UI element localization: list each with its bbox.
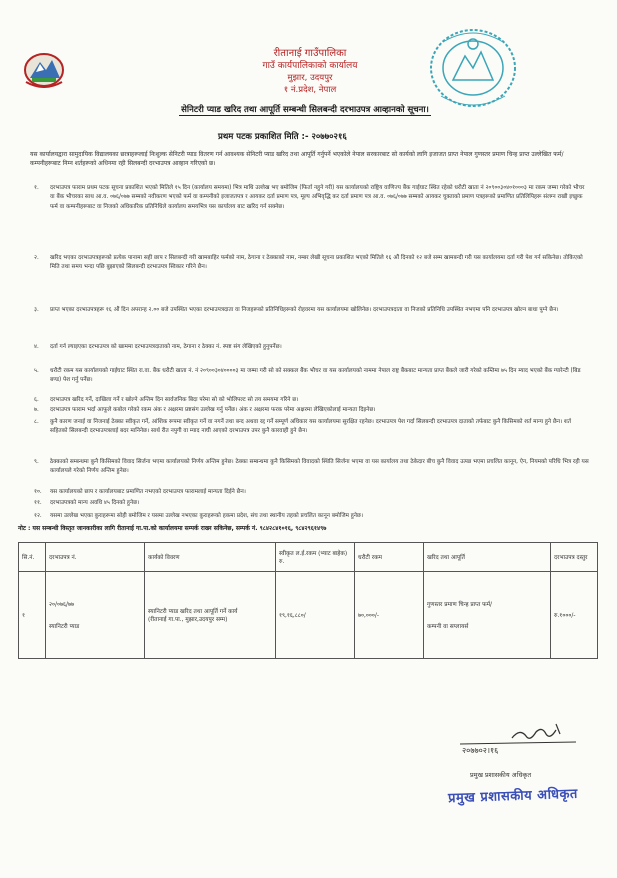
condition-text: दरभाउपत्र फाराम प्रथम पटक सूचना प्रकाशित भएको मितिले १५ दिन (कार्यालय समयमा) भित्र माथि उल्लेख भए बमोजिम (फिर्ता नहुने गरी) यस कार्यालयको राष्ट्रिय वाणिज्य बैंक गाईघाट स्थित रहेको धरौटी खाता नं २०९००३०४०१०००३ मा रकम जम्मा गरेको भौचर वा बैंक भौचरका साथ आ.व. ०७६/०७७ सम्मको नवीकरण भएको फर्म वा कम्पनीको इजाजतपत्र र आयकर दर्ता प्रमाण पत्र, मूल्य अभिवृद्धि कर दर्ता प्रमाण पत्र आ.व. ०७६/०७७ सम्मको आयकर चुक्ताको प्रमाण पत्रहरूको प्रमाणित प्रतिलिपिहरू संलग्न राखी इच्छुक फर्म वा कम्पनीहरूबाट वा निजको अधिकारिक प्रतिनिधिले कार्यालय समयभित्र यस कार्यालय बाट खरिद गर्न सक्नेछ। (50, 185, 585, 210)
condition-text: दर्ता गर्न ल्याइएका दरभाउपत्र को खाममा दरभाउपत्रदाताको नाम, ठेगाना र ठेक्का नं. स्पष्ट संग लेखिएको हुनुपर्नेछ। (50, 344, 282, 350)
cell-sn: १ (19, 572, 46, 659)
published-date: प्रथम पटक प्रकाशित मिति :- २०७७०२१६ (218, 132, 347, 142)
column-header: दरभाउपत्र नं. (46, 543, 145, 572)
cell-bid-no (46, 572, 145, 659)
column-header: खरिद तथा आपूर्ति (424, 543, 551, 572)
column-header: सि.नं. (19, 543, 46, 572)
cell-work (145, 572, 276, 659)
cell-fee: रु.१०००/- (551, 572, 598, 659)
condition-text: धरौटी रकम यस कार्यालयको गाईघाट स्थित रा.वा. बैंक धरौटी खाता नं. नं २०९००३०४००००३ मा जम्मा गरी सो को सक्कल बैंक भौचर वा यस कार्यालयको नाममा नेपाल राष्ट्र बैंकबाट मान्यता प्राप्त बैंकले जारी गरेको कम्तिमा ७५ दिन म्याद भएको बैंक ग्यारेन्टी (बिड बण्ड) पेश गर्नु पर्नेछ। (50, 368, 581, 384)
bid-item: स्यानिटरी प्याड (49, 624, 80, 630)
office-header (180, 48, 440, 96)
notice-subject-text: सेनिटरी प्याड खरिद तथा आपूर्ति सम्बन्धी सिलबन्दी दरभाउपत्र आव्हानको सूचना। (181, 105, 429, 115)
condition-number: ११. (34, 500, 42, 506)
condition-number: ४. (34, 344, 39, 350)
office-name: गाउँ कार्यपालिकाको कार्यालय (262, 61, 358, 71)
condition-number: ९. (34, 459, 39, 465)
contact-note: नोट : यस सम्बन्धी विस्तृत जानकारीका लागि रीतानाई गा.पा.को कार्यालयमा सम्पर्क राख्न सकिनेछ, सम्पर्क नं. ९८४२८४१०१६, ९८४२९६१४९७ (18, 525, 327, 532)
column-header: कार्यको विवरण (145, 543, 276, 572)
supply-eligibility: गुणस्तर प्रमाण चिन्ह प्राप्त फर्म/ (427, 602, 492, 608)
column-header: धरौटी रकम (355, 543, 424, 572)
officer-stamp: प्रमुख प्रशासकीय अधिकृत (447, 786, 579, 807)
condition-number: २. (34, 255, 39, 261)
column-header: दरभाउपत्र दस्तुर (551, 543, 598, 572)
condition-text: कुनै कारण जनाई वा निजनाई ठेक्का स्वीकृत गर्ने, आंशिक रूपमा स्वीकृत गर्ने वा नगर्ने तथा बन्द अथवा रद्द गर्ने सम्पूर्ण अधिकार यस कार्यालयमा सुरक्षित रहनेछ। दरभाउपत्र पेश गर्दा सिलबन्दी दरभाउपत्र दाताको तर्फबाट कुनै किसिमको शर्त मान्य हुने छैन। शर्त सहितको सिलबन्दी दरभाउपत्रलाई बदर मानिनेछ। सार्थ रीत नपुगी वा म्याद नाघी आएको दरभाउपत्र उपर कुनै कारवाही हुने छैन। (50, 419, 572, 435)
officer-title: प्रमुख प्रशासकीय अधिकृत (470, 771, 532, 779)
condition-text: प्राप्त भएका दरभाउपत्रहरू १६ औं दिन अपरान्ह २.०० बजे उपस्थित भएका दरभाउपत्रदाता वा निजहरूको प्रतिनिधिहरूको रोहवरमा यस कार्यालयमा खोलिनेछ। दरभाउपत्रदाता वा निजको प्रतिनिधि उपस्थित नभएमा पनि दरभाउपत्र खोल्न बाधा पुग्ने छैन। (50, 307, 559, 313)
condition-text: खरिद भएका दरभाउपत्रहरूको प्रत्येक पानामा सही छाप र सिलबन्दी गरी खामबाहिर फर्मको नाम, ठेगाना र ठेक्काको नाम, नम्बर लेखी सूचना प्रकाशित भएको मितिले १६ औं दिनको १२ बजे सम्म खामबन्दी गरी यस कार्यालयमा दर्ता गरी पेश गर्न सकिनेछ। तोकिएको मिति तथा समय भन्दा पछि बुझाएको सिलबन्दी दरभाउपत्र स्विकार गरिने छैन। (50, 255, 583, 271)
intro-paragraph: यस कार्यालयद्वारा सामुदायिक विद्यालयका छात्राहरूलाई निःशुल्क सेनिटरी प्याड वितरण गर्न आवश्यक सेनिटरी प्याड खरिद तथा आपूर्ति गर्नुपर्ने भएकोले नेपाल सरकारबाट सो कार्यको लागि इजाजत प्राप्त नेपाल गुणस्तर प्रमाण चिन्ह प्राप्त उल्लेखित फर्म/कम्पनीहरूबाट निम्न शर्तहरूको अधिनमा रही सिलबन्दी दरभाउपत्र आव्हान गरिएको छ। (30, 151, 564, 167)
office-location: मुझार, उदयपुर (287, 73, 333, 83)
municipality-seal-icon (423, 22, 523, 114)
column-header: स्वीकृत ल.ई.रकम (भ्याट बाहेक) रु. (276, 543, 355, 572)
signature-icon (460, 720, 580, 764)
condition-text: ठेक्काको सम्बन्धमा कुनै किसिमको विवाद सिर्जना भएमा कार्यालयको निर्णय अन्तिम हुनेछ। ठेक्का सम्बन्धमा कुनै किसिमको विवादको स्थिति सिर्जना भएमा वा यस कार्यालय तथा ठेकेदार बीच कुनै विवाद उत्पन्न भएमा प्रचलित कानून, ऐन, नियमको परिधि भित्र रही यस कार्यालयले गरेको निर्णय अन्तिम हुनेछ। (50, 459, 589, 475)
condition-number: ५. (34, 368, 39, 374)
work-description: स्यानिटरी प्याड खरिद तथा आपूर्ति गर्ने कार्य (148, 609, 238, 615)
condition-number: ६. (34, 397, 39, 403)
work-location: (रीतानाई गा.पा., मुझार,उदयपुर सम्म) (148, 617, 228, 623)
notice-subject (160, 104, 450, 115)
bid-table (18, 542, 598, 659)
bid-number: २०/०७६/७७ (49, 602, 75, 608)
supply-parties: कम्पनी वा सप्लायर्स (427, 624, 469, 630)
nepal-emblem-icon (22, 48, 66, 88)
table-header-row (19, 543, 598, 572)
signature-date: २०७७०२।१६ (462, 746, 499, 755)
condition-text: दरभाउपत्र फाराम भर्दा आफूले कबोल गरेको रकम अंक र अक्षरमा प्रष्टसंग उल्लेख गर्नु पर्नेछ। अंक र अक्षरमा फरक परेमा अक्षरमा लेखिएकोलाई मान्यता दिइनेछ। (50, 407, 376, 413)
condition-number: ७. (34, 407, 39, 413)
condition-number: ३. (34, 307, 39, 313)
municipality-name: रीतानाई गाउँपालिका (273, 48, 347, 59)
province-name: १ नं.प्रदेश, नेपाल (283, 85, 337, 95)
condition-text: यस कार्यालयको छाप र कार्यालयबाट प्रमाणित नभएको दरभाउपत्र फारामलाई मान्यता दिईने छैन। (50, 489, 246, 495)
cell-deposit: ७०,०००/- (355, 572, 424, 659)
cell-estimate: १९,१६,८८०/ (276, 572, 355, 659)
condition-number: ८. (34, 419, 39, 425)
condition-text: दरभाउपत्रको मान्य अवधि ४५ दिनको हुनेछ। (50, 500, 140, 506)
condition-text: यसमा उल्लेख भएका कुराहरूमा सोही बमोजिम र यसमा उल्लेख नभएका कुराहरूको हकमा प्रदेश, संघ तथा स्थानीय तहको प्रचलित कानून बमोजिम हुनेछ। (50, 513, 364, 519)
condition-number: १२. (34, 513, 42, 519)
condition-number: १. (34, 185, 39, 191)
condition-text: दरभाउपत्र खरिद गर्ने, दाखिला गर्ने र खोल्ने अन्तिम दिन सार्वजनिक बिदा परेमा सो को भोलिपल्ट सो तय समयमा गरिने छ। (50, 397, 299, 403)
table-row (19, 572, 598, 659)
condition-number: १०. (34, 489, 42, 495)
cell-supply (424, 572, 551, 659)
